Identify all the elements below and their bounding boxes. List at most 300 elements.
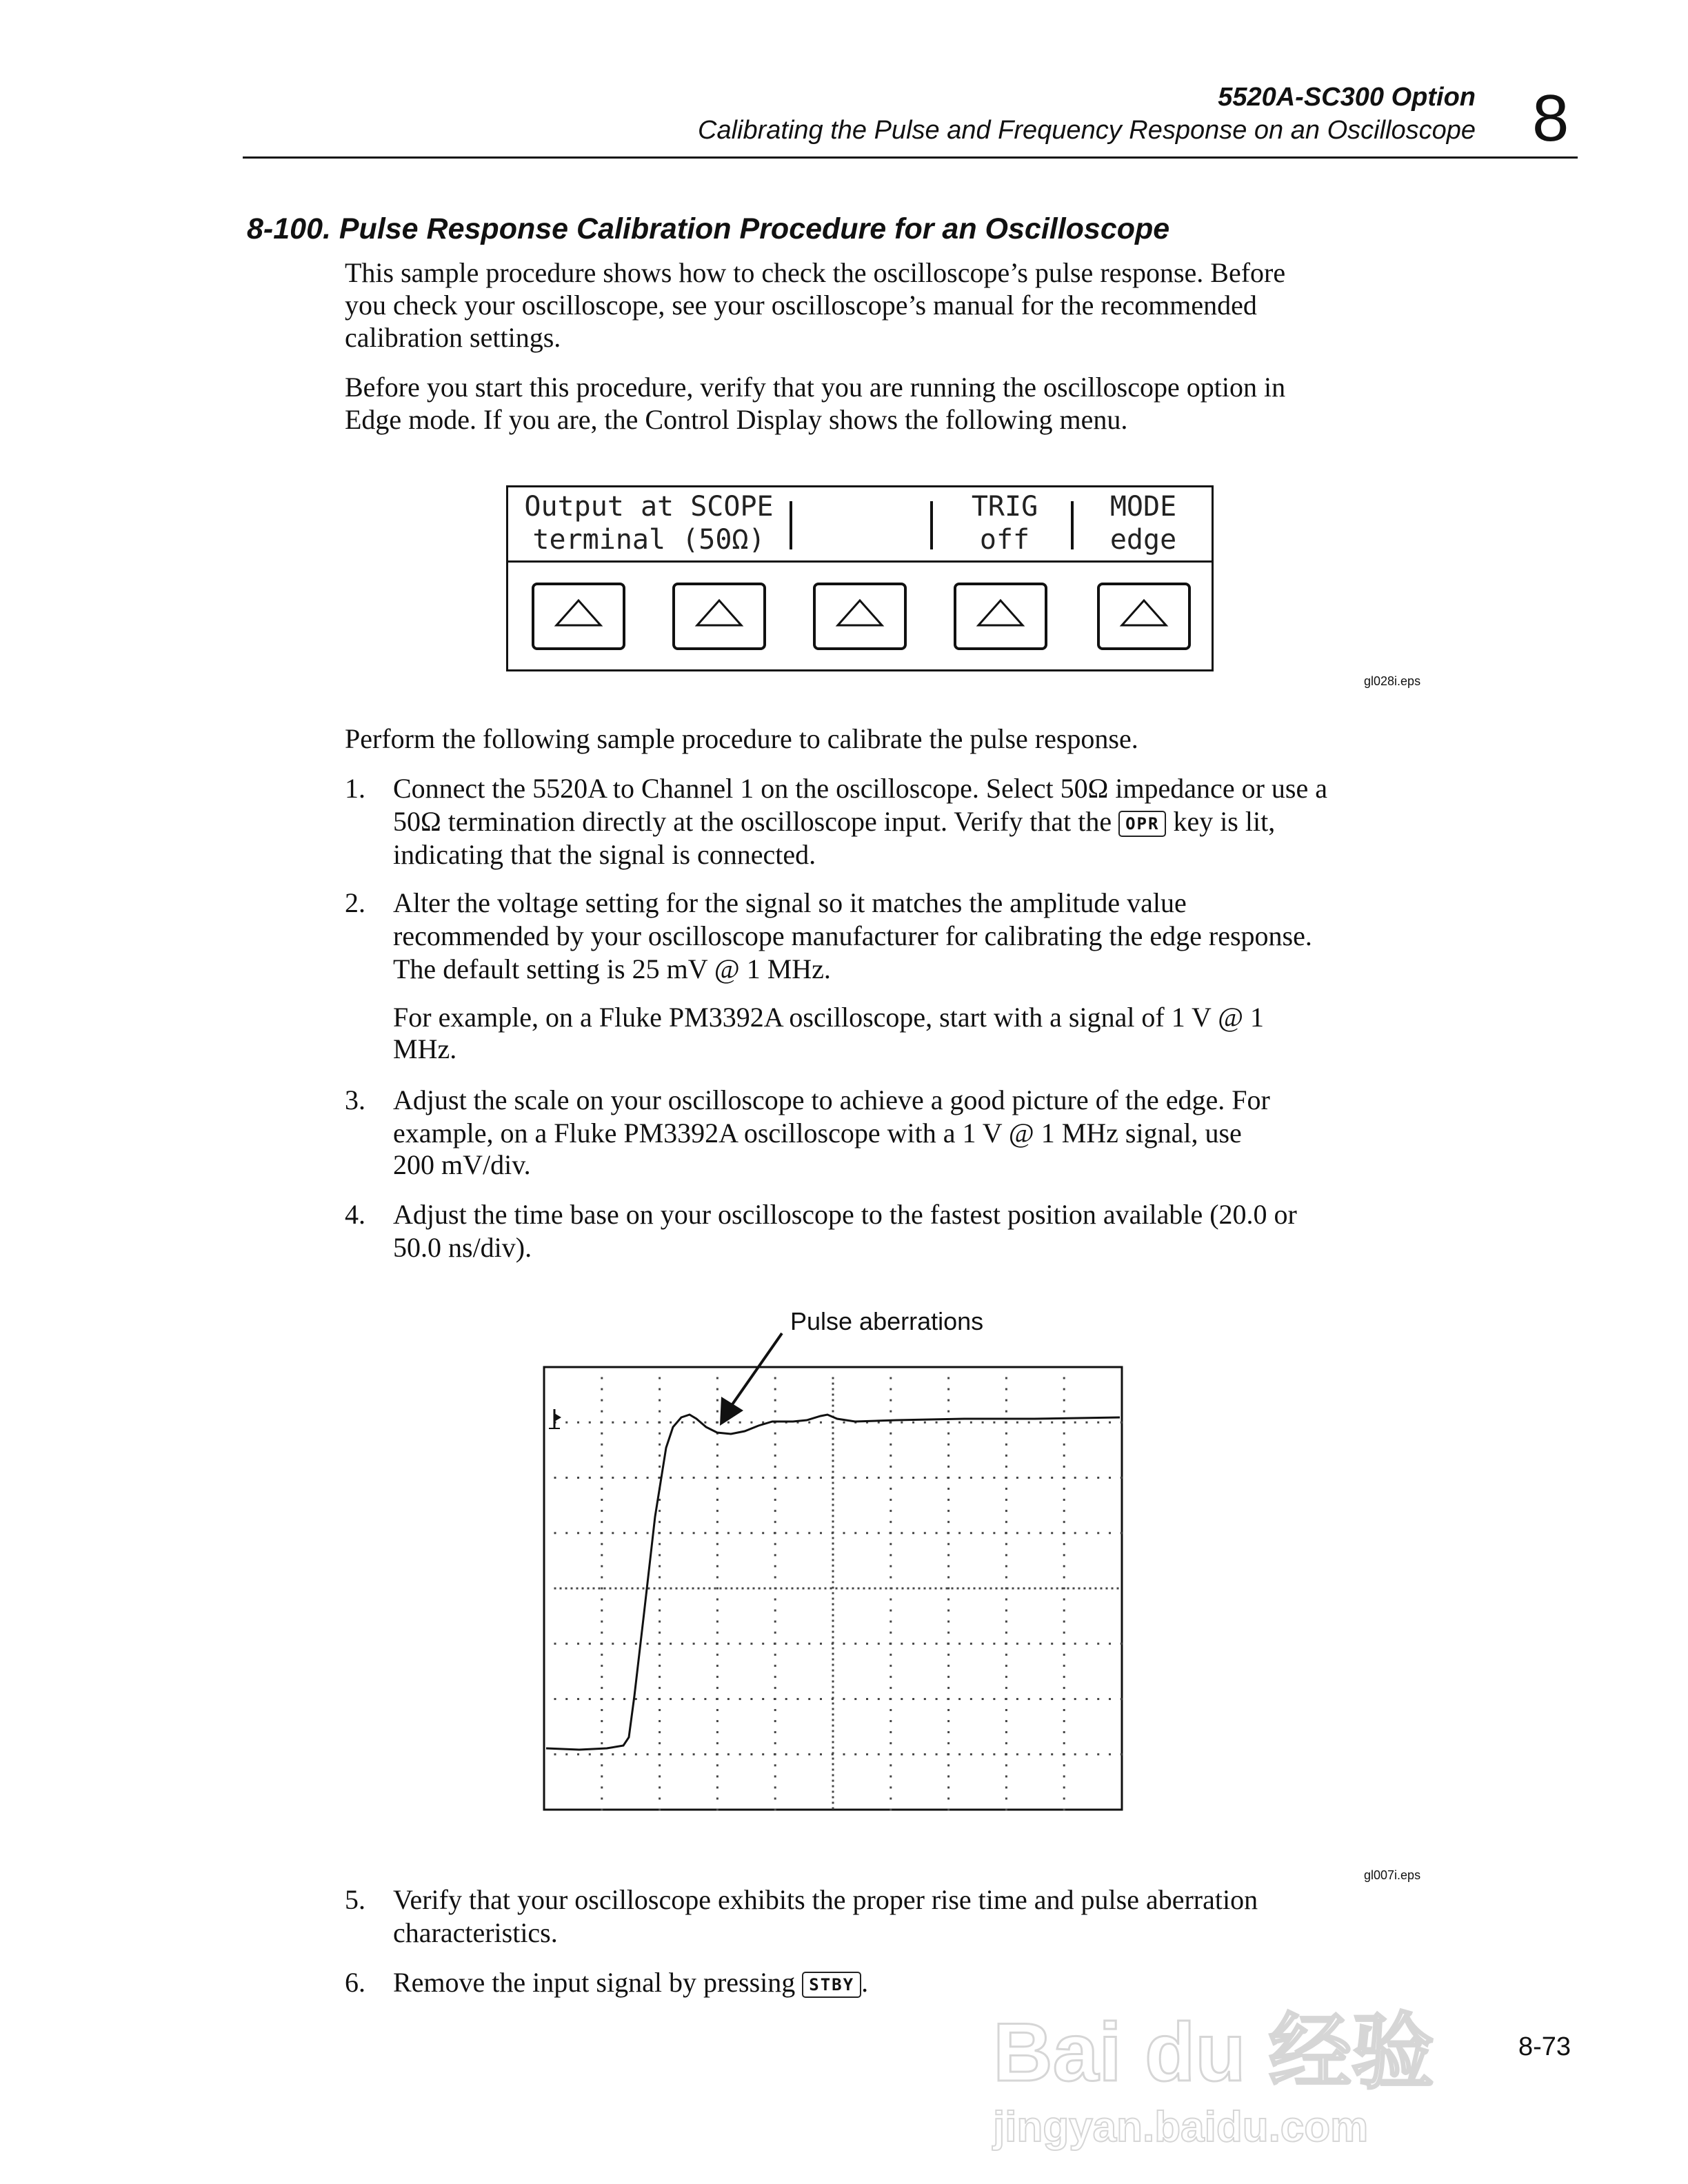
graticule-dot	[727, 1698, 730, 1700]
graticule-dot	[716, 1786, 719, 1788]
graticule-dot	[1085, 1532, 1087, 1534]
graticule-dot	[612, 1643, 614, 1645]
graticule-dot	[830, 1588, 832, 1590]
graticule-dot	[863, 1588, 865, 1590]
graticule-dot	[1005, 1532, 1007, 1534]
step-number: 5.	[345, 1884, 365, 1915]
graticule-dot	[796, 1698, 798, 1700]
step2-extra-l2: MHz.	[393, 1033, 457, 1064]
graticule-dot	[993, 1698, 995, 1700]
graticule-dot	[890, 1775, 892, 1777]
graticule-dot	[1005, 1698, 1007, 1700]
graticule-dot	[659, 1521, 661, 1523]
graticule-dot	[615, 1588, 617, 1590]
graticule-dot	[832, 1488, 834, 1490]
graticule-dot	[577, 1753, 579, 1755]
graticule-dot	[958, 1477, 961, 1479]
graticule-dot	[1005, 1709, 1007, 1711]
graticule-dot	[1001, 1588, 1003, 1590]
graticule-dot	[947, 1388, 950, 1391]
graticule-dot	[902, 1588, 904, 1590]
graticule-dot	[1085, 1643, 1087, 1645]
graticule-dot	[832, 1758, 834, 1760]
graticule-dot	[890, 1388, 892, 1391]
graticule-dot	[1005, 1499, 1007, 1501]
step5-l1: Verify that your oscilloscope exhibits the proper rise time and pulse aberration	[393, 1884, 1258, 1915]
graticule-dot	[1063, 1422, 1065, 1424]
graticule-dot	[587, 1588, 590, 1590]
graticule-dot	[1005, 1632, 1007, 1634]
graticule-dot	[601, 1543, 603, 1545]
graticule-dot	[993, 1753, 995, 1755]
graticule-dot	[659, 1731, 661, 1733]
graticule-dot	[891, 1588, 893, 1590]
graticule-dot	[890, 1444, 892, 1446]
graticule-dot	[832, 1675, 834, 1677]
graticule-dot	[1063, 1665, 1065, 1667]
graticule-dot	[1063, 1543, 1065, 1545]
graticule-dot	[832, 1747, 834, 1749]
graticule-dot	[670, 1643, 672, 1645]
graticule-dot	[704, 1422, 706, 1424]
graticule-dot	[762, 1643, 764, 1645]
graticule-dot	[1063, 1786, 1065, 1788]
graticule-dot	[890, 1466, 892, 1468]
graticule-dot	[1078, 1588, 1081, 1590]
graticule-dot	[1063, 1521, 1065, 1523]
graticule-dot	[659, 1444, 661, 1446]
graticule-dot	[1005, 1388, 1007, 1391]
graticule-dot	[659, 1599, 661, 1601]
graticule-dot	[750, 1532, 752, 1534]
graticule-dot	[832, 1405, 834, 1407]
graticule-dot	[676, 1588, 678, 1590]
graticule-dot	[866, 1643, 868, 1645]
graticule-dot	[716, 1477, 718, 1479]
graticule-dot	[601, 1764, 603, 1766]
graticule-dot	[832, 1637, 834, 1639]
graticule-dot	[958, 1643, 961, 1645]
graticule-dot	[692, 1588, 694, 1590]
graticule-dot	[1028, 1643, 1030, 1645]
graticule-dot	[785, 1532, 787, 1534]
graticule-dot	[1005, 1775, 1007, 1777]
graticule-dot	[832, 1471, 834, 1473]
graticule-dot	[832, 1532, 834, 1534]
graticule-dot	[601, 1510, 603, 1512]
graticule-dot	[659, 1433, 661, 1435]
graticule-dot	[1005, 1599, 1007, 1601]
graticule-dot	[907, 1588, 910, 1590]
graticule-dot	[727, 1532, 730, 1534]
graticule-dot	[565, 1532, 567, 1534]
graticule-dot	[739, 1753, 741, 1755]
graticule-dot	[1028, 1698, 1030, 1700]
graticule-dot	[1073, 1588, 1075, 1590]
graticule-dot	[565, 1588, 567, 1590]
graticule-dot	[1005, 1764, 1007, 1766]
graticule-dot	[832, 1604, 834, 1606]
graticule-dot	[647, 1698, 649, 1700]
graticule-dot	[901, 1753, 903, 1755]
graticule-dot	[947, 1720, 950, 1722]
graticule-dot	[866, 1477, 868, 1479]
graticule-dot	[982, 1753, 984, 1755]
graticule-dot	[970, 1477, 972, 1479]
perform-text: Perform the following sample procedure to calibrate the pulse response.	[345, 723, 1138, 754]
graticule-dot	[1005, 1377, 1007, 1379]
graticule-dot	[670, 1422, 672, 1424]
graticule-dot	[1005, 1410, 1007, 1413]
graticule-dot	[693, 1477, 695, 1479]
graticule-dot	[890, 1510, 892, 1512]
graticule-dot	[958, 1698, 961, 1700]
graticule-dot	[836, 1588, 838, 1590]
graticule-dot	[832, 1698, 834, 1700]
graticule-dot	[648, 1588, 650, 1590]
graticule-dot	[774, 1388, 776, 1391]
graticule-dot	[947, 1510, 950, 1512]
graticule-dot	[1045, 1588, 1047, 1590]
graticule-dot	[554, 1477, 556, 1479]
graticule-dot	[1067, 1588, 1069, 1590]
graticule-dot	[832, 1626, 834, 1628]
graticule-dot	[621, 1588, 623, 1590]
graticule-dot	[854, 1643, 856, 1645]
graticule-dot	[716, 1621, 719, 1623]
graticule-dot	[832, 1686, 834, 1688]
intro-p2-l2: Edge mode. If you are, the Control Display shows the following menu.	[345, 404, 1128, 435]
graticule-dot	[832, 1741, 834, 1743]
graticule-dot	[659, 1764, 661, 1766]
graticule-dot	[670, 1532, 672, 1534]
graticule-dot	[716, 1488, 719, 1490]
graticule-dot	[1005, 1554, 1007, 1556]
graticule-dot	[774, 1576, 776, 1578]
graticule-dot	[601, 1399, 603, 1402]
graticule-dot	[901, 1422, 903, 1424]
graticule-dot	[866, 1753, 868, 1755]
graticule-dot	[797, 1588, 799, 1590]
graticule-dot	[1056, 1588, 1058, 1590]
pulse-aberrations-label: Pulse aberrations	[790, 1307, 984, 1335]
graticule-dot	[720, 1588, 722, 1590]
graticule-dot	[1121, 1698, 1123, 1700]
graticule-dot	[1063, 1455, 1065, 1457]
graticule-dot	[820, 1643, 822, 1645]
graticule-dot	[1097, 1643, 1099, 1645]
graticule-dot	[832, 1725, 834, 1727]
graticule-dot	[601, 1786, 603, 1788]
graticule-dot	[832, 1576, 834, 1578]
graticule-dot	[924, 1422, 926, 1424]
graticule-dot	[947, 1587, 950, 1589]
graticule-dot	[659, 1654, 661, 1656]
graticule-dot	[716, 1665, 719, 1667]
graticule-dot	[658, 1753, 660, 1755]
graticule-dot	[820, 1422, 822, 1424]
graticule-dot	[1005, 1654, 1007, 1656]
graticule-dot	[946, 1588, 948, 1590]
graticule-dot	[589, 1532, 591, 1534]
graticule-dot	[1074, 1532, 1076, 1534]
graticule-dot	[601, 1576, 603, 1578]
graticule-dot	[1106, 1588, 1108, 1590]
graticule-dot	[716, 1753, 718, 1755]
graticule-dot	[753, 1588, 755, 1590]
graticule-dot	[750, 1477, 752, 1479]
step-number: 6.	[345, 1967, 365, 1998]
graticule-dot	[947, 1477, 949, 1479]
graticule-dot	[947, 1433, 950, 1435]
graticule-dot	[647, 1753, 649, 1755]
graticule-dot	[832, 1631, 834, 1633]
graticule-dot	[832, 1499, 834, 1501]
graticule-dot	[716, 1775, 719, 1777]
graticule-dot	[1063, 1709, 1065, 1711]
graticule-dot	[890, 1654, 892, 1656]
graticule-dot	[890, 1786, 892, 1788]
graticule-dot	[1063, 1676, 1065, 1678]
graticule-dot	[1117, 1588, 1119, 1590]
graticule-dot	[774, 1786, 776, 1788]
graticule-dot	[601, 1665, 603, 1667]
graticule-dot	[716, 1388, 719, 1391]
graticule-dot	[774, 1433, 776, 1435]
graticule-dot	[774, 1444, 776, 1446]
graticule-dot	[890, 1377, 892, 1379]
graticule-dot	[601, 1797, 603, 1799]
graticule-dot	[1063, 1632, 1065, 1634]
graticule-dot	[725, 1588, 727, 1590]
graticule-dot	[993, 1643, 995, 1645]
graticule-dot	[832, 1394, 834, 1396]
graticule-dot	[709, 1588, 711, 1590]
graticule-dot	[947, 1742, 950, 1744]
graticule-dot	[1005, 1399, 1007, 1402]
graticule-dot	[1063, 1488, 1065, 1490]
graticule-dot	[982, 1643, 984, 1645]
graticule-dot	[982, 1422, 984, 1424]
graticule-dot	[589, 1477, 591, 1479]
graticule-dot	[825, 1588, 827, 1590]
graticule-dot	[693, 1753, 695, 1755]
graticule-dot	[832, 1714, 834, 1716]
graticule-dot	[659, 1510, 661, 1512]
graticule-dot	[1005, 1477, 1007, 1479]
graticule-dot	[727, 1422, 730, 1424]
graticule-dot	[890, 1610, 892, 1612]
graticule-dot	[716, 1698, 718, 1700]
graticule-dot	[958, 1422, 961, 1424]
graticule-dot	[993, 1532, 995, 1534]
graticule-dot	[1109, 1643, 1111, 1645]
graticule-dot	[601, 1433, 603, 1435]
graticule-dot	[1005, 1676, 1007, 1678]
graticule-dot	[635, 1698, 637, 1700]
graticule-dot	[601, 1621, 603, 1623]
graticule-dot	[832, 1775, 834, 1777]
graticule-dot	[716, 1399, 719, 1402]
graticule-dot	[601, 1610, 603, 1612]
graticule-dot	[599, 1588, 601, 1590]
graticule-dot	[1051, 1532, 1053, 1534]
graticule-dot	[832, 1730, 834, 1732]
graticule-dot	[774, 1775, 776, 1777]
graticule-dot	[912, 1477, 914, 1479]
graticule-dot	[947, 1808, 950, 1810]
graticule-dot	[947, 1554, 950, 1556]
graticule-dot	[659, 1554, 661, 1556]
graticule-dot	[832, 1598, 834, 1600]
graticule-dot	[947, 1455, 950, 1457]
graticule-dot	[832, 1559, 834, 1561]
step5-l2: characteristics.	[393, 1917, 558, 1948]
graticule-dot	[832, 1692, 834, 1694]
graticule-dot	[670, 1588, 672, 1590]
graticule-dot	[612, 1422, 614, 1424]
graticule-dot	[854, 1477, 856, 1479]
graticule-dot	[1005, 1742, 1007, 1744]
graticule-dot	[565, 1643, 567, 1645]
graticule-dot	[832, 1643, 834, 1645]
graticule-dot	[704, 1532, 706, 1534]
graticule-dot	[963, 1588, 965, 1590]
graticule-dot	[890, 1455, 892, 1457]
graticule-dot	[731, 1588, 733, 1590]
step-number: 4.	[345, 1199, 365, 1230]
graticule-dot	[832, 1653, 834, 1655]
graticule-dot	[659, 1410, 661, 1413]
graticule-dot	[832, 1570, 834, 1573]
graticule-dot	[554, 1588, 556, 1590]
graticule-dot	[947, 1543, 950, 1545]
graticule-dot	[1034, 1588, 1036, 1590]
graticule-dot	[820, 1753, 822, 1755]
graticule-dot	[1051, 1643, 1053, 1645]
graticule-dot	[1051, 1422, 1053, 1424]
graticule-dot	[601, 1499, 603, 1501]
graticule-dot	[832, 1433, 834, 1435]
graticule-dot	[1074, 1753, 1076, 1755]
graticule-dot	[1005, 1665, 1007, 1667]
graticule-dot	[1063, 1808, 1065, 1810]
graticule-dot	[601, 1488, 603, 1490]
graticule-dot	[832, 1377, 834, 1379]
graticule-dot	[1028, 1422, 1030, 1424]
graticule-dot	[832, 1808, 834, 1810]
graticule-dot	[832, 1769, 834, 1771]
step-number: 3.	[345, 1084, 365, 1115]
graticule-dot	[832, 1565, 834, 1567]
graticule-dot	[832, 1736, 834, 1738]
graticule-dot	[716, 1654, 719, 1656]
graticule-dot	[1063, 1388, 1065, 1391]
graticule-dot	[970, 1698, 972, 1700]
graticule-dot	[716, 1731, 719, 1733]
graticule-dot	[982, 1698, 984, 1700]
graticule-dot	[716, 1510, 719, 1512]
graticule-dot	[659, 1399, 661, 1402]
graticule-dot	[601, 1742, 603, 1744]
graticule-dot	[681, 1477, 683, 1479]
graticule-dot	[781, 1588, 783, 1590]
graticule-dot	[947, 1709, 950, 1711]
graticule-dot	[936, 1477, 938, 1479]
graticule-dot	[1005, 1621, 1007, 1623]
graticule-dot	[832, 1554, 834, 1556]
graticule-dot	[947, 1786, 950, 1788]
graticule-dot	[716, 1587, 719, 1589]
graticule-dot	[601, 1709, 603, 1711]
graticule-dot	[832, 1455, 834, 1457]
graticule-dot	[1039, 1698, 1041, 1700]
graticule-dot	[1005, 1808, 1007, 1810]
graticule-dot	[974, 1588, 976, 1590]
graticule-dot	[866, 1698, 868, 1700]
graticule-dot	[601, 1753, 603, 1755]
graticule-dot	[739, 1422, 741, 1424]
graticule-dot	[774, 1599, 776, 1601]
graticule-dot	[982, 1532, 984, 1534]
graticule-dot	[993, 1422, 995, 1424]
graticule-dot	[774, 1477, 776, 1479]
graticule-dot	[866, 1532, 868, 1534]
graticule-dot	[832, 1708, 834, 1710]
graticule-dot	[659, 1742, 661, 1744]
graticule-dot	[670, 1753, 672, 1755]
graticule-dot	[658, 1698, 660, 1700]
graticule-dot	[808, 1588, 810, 1590]
graticule-dot	[716, 1632, 719, 1634]
graticule-dot	[1063, 1599, 1065, 1601]
graticule-dot	[1040, 1588, 1042, 1590]
graticule-dot	[739, 1532, 741, 1534]
graticule-dot	[1051, 1698, 1053, 1700]
graticule-dot	[774, 1377, 776, 1379]
graticule-dot	[913, 1588, 915, 1590]
graticule-dot	[635, 1643, 637, 1645]
graticule-dot	[843, 1477, 845, 1479]
graticule-dot	[654, 1588, 656, 1590]
graticule-dot	[623, 1422, 625, 1424]
graticule-dot	[716, 1610, 719, 1612]
graticule-dot	[890, 1422, 892, 1424]
graticule-dot	[890, 1499, 892, 1501]
graticule-dot	[1016, 1477, 1018, 1479]
graticule-dot	[890, 1543, 892, 1545]
graticule-dot	[601, 1643, 603, 1645]
graticule-dot	[658, 1643, 660, 1645]
stby-key: STBY	[802, 1972, 861, 1998]
step-number: 2.	[345, 887, 365, 918]
graticule-dot	[716, 1532, 718, 1534]
graticule-dot	[1005, 1510, 1007, 1512]
graticule-dot	[1074, 1698, 1076, 1700]
graticule-dot	[1063, 1377, 1065, 1379]
graticule-dot	[565, 1753, 567, 1755]
graticule-dot	[693, 1643, 695, 1645]
graticule-dot	[786, 1588, 788, 1590]
graticule-dot	[832, 1482, 834, 1484]
graticule-dot	[958, 1532, 961, 1534]
baidu-watermark-url: jingyan.baidu.com	[993, 2103, 1369, 2151]
graticule-dot	[947, 1610, 950, 1612]
graticule-dot	[808, 1643, 810, 1645]
graticule-dot	[774, 1410, 776, 1413]
graticule-dot	[1016, 1643, 1018, 1645]
graticule-dot	[762, 1753, 764, 1755]
